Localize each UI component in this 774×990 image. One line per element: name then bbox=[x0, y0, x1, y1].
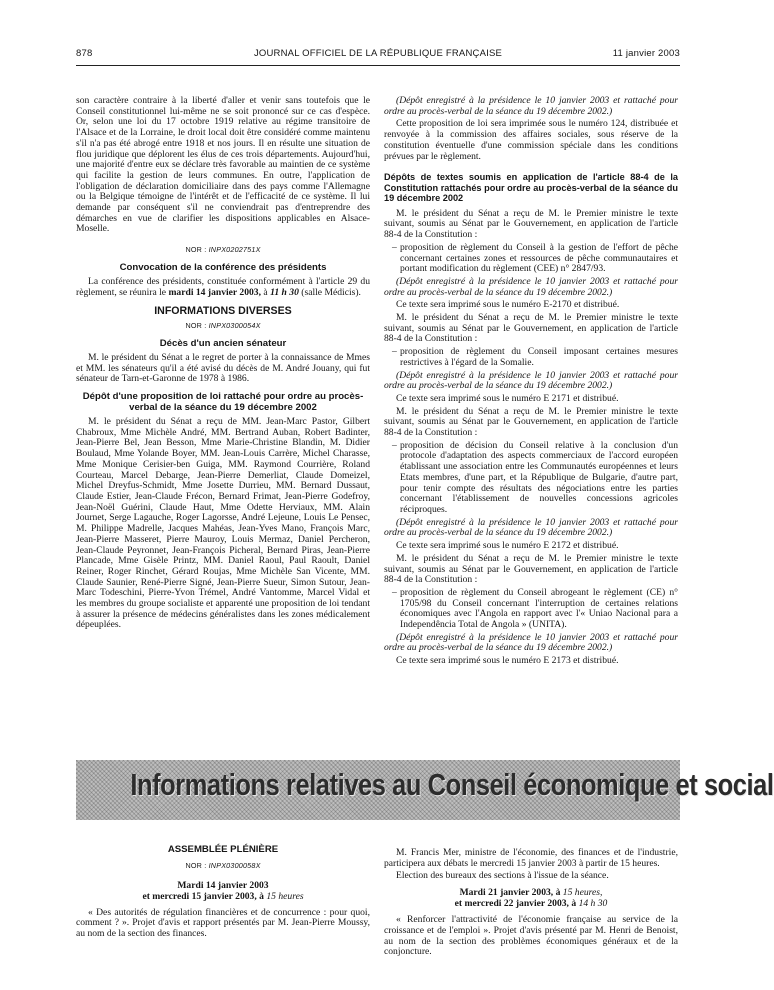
minister-participation: M. Francis Mer, ministre de l'économie, des finances et de l'industrie, participera aux débats le mercredi 15 janvier 2003 à partir de 15 heures. bbox=[384, 847, 678, 869]
right-column bbox=[384, 96, 678, 669]
assemblee-pleniere-title: ASSEMBLÉE PLÉNIÈRE bbox=[167, 844, 279, 855]
bottom-left-column bbox=[76, 840, 370, 942]
reception-intro: M. le président du Sénat a reçu de M. le Premier ministre le texte suivant, soumis au Sénat par le Gouvernement, en application de l'article 88-4 de la Constitution : bbox=[384, 312, 678, 345]
section-banner bbox=[76, 760, 774, 820]
session-subject: « Des autorités de régulation financières et de concurrence : pour quoi, comment ? ». Projet d'avis et rapport présentés par M. Jean-Pierre Moussy, au nom de la section des finances. bbox=[76, 906, 370, 940]
session-dates: Mardi 14 janvier 2003 et mercredi 15 janvier 2003, à 15 heures bbox=[142, 879, 304, 902]
journal-title: JOURNAL OFFICIEL DE LA RÉPUBLIQUE FRANÇAISE bbox=[253, 48, 503, 59]
deces-text: M. le président du Sénat a le regret de porter à la connaissance de Mmes et MM. les sénateurs qu'il a été avisé du décès de M. André Jouany, qui fut sénateur de Tarn-et-Garonne de 1978 à 1986. bbox=[76, 351, 370, 385]
banner-title: Informations relatives au Conseil économique et social bbox=[130, 767, 774, 802]
page-header bbox=[76, 45, 680, 66]
depot-proposition-title: Dépôt d'une proposition de loi rattaché pour ordre au procès-verbal de la séance du 19 décembre 2002 bbox=[82, 391, 364, 414]
page-number: 878 bbox=[76, 48, 93, 59]
print-notice: Ce texte sera imprimé sous le numéro E-2170 et distribué. bbox=[396, 299, 620, 311]
proposition-print-text: Cette proposition de loi sera imprimée sous le numéro 124, distribuée et renvoyée à la commission des affaires sociales, sous réserve de la constitution éventuelle d'une commission spéciale dans les conditions prévues par le règlement. bbox=[384, 118, 678, 162]
reception-intro: M. le président du Sénat a reçu de M. le Premier ministre le texte suivant, soumis au Sénat par le Gouvernement, en application de l'article 88-4 de la Constitution : bbox=[384, 207, 678, 241]
nor-reference: NOR : INPX0300058X bbox=[185, 861, 261, 870]
continued-paragraph: son caractère contraire à la liberté d'aller et venir sans toutefois que le Conseil constitutionnel lui-même ne se soit prononcé sur ce cas d'espèce. Or, selon une loi du 17 octobre 1919 relative au régime transitoire de l'Alsace et de la Lorraine, le droit local doit être considéré comme maintenu s'il n'a pas été abrogé entre 1918 et nos jours. Il en résulte une situation de flou juridique que déplorent les élus de ces trois départements. Aujourd'hui, une majorité d'entre eux se déclare très favorable au maintien de ce système qui facilite la gestion de leurs communes. En outre, l'application de l'obligation de déclaration domiciliaire dans des pays comme l'Allemagne ou la Belgique témoigne de l'intérêt et de l'efficacité de ce système. Il lui demande par conséquent s'il ne conviendrait pas d'entreprendre des démarches en vue de clarifier les dispositions applicables en Alsace-Moselle. bbox=[76, 95, 370, 235]
session-subject: « Renforcer l'attractivité de l'économie française au service de la croissance et de l'emploi ». Projet d'avis présenté par M. Henri de Benoist, au nom de la section des problèmes économiques généraux et de la conjoncture. bbox=[384, 914, 678, 958]
election-notice: Election des bureaux des sections à l'issue de la séance. bbox=[396, 870, 609, 882]
depot-note: (Dépôt enregistré à la présidence le 10 janvier 2003 et rattaché pour ordre au procès-verbal de la séance du 19 décembre 2002.) bbox=[384, 95, 678, 117]
depots-textes-title: Dépôts de textes soumis en application de l'article 88-4 de la Constitution rattachés pour ordre au procès-verbal de la séance du 19 décembre 2002 bbox=[384, 172, 678, 204]
informations-diverses-title: INFORMATIONS DIVERSES bbox=[154, 305, 292, 318]
depot-note: (Dépôt enregistré à la présidence le 10 janvier 2003 et rattaché pour ordre au procès-verbal de la séance du 19 décembre 2002.) bbox=[384, 631, 678, 654]
list-item: – proposition de règlement du Conseil à la gestion de l'effort de pêche concernant certaines zones et ressources de pêche communautaires et portant modification du règlement (CEE) n° 2847/93. bbox=[392, 241, 678, 275]
convocation-title: Convocation de la conférence des présidents bbox=[119, 261, 327, 273]
reception-intro: M. le président du Sénat a reçu de M. le Premier ministre le texte suivant, soumis au Sénat par le Gouvernement, en application de l'article 88-4 de la Constitution : bbox=[384, 552, 678, 586]
depot-note: (Dépôt enregistré à la présidence le 10 janvier 2003 et rattaché pour ordre au procès-verbal de la séance du 19 décembre 2002.) bbox=[384, 516, 678, 539]
print-notice: Ce texte sera imprimé sous le numéro E 2173 et distribué. bbox=[396, 655, 619, 667]
depot-note: (Dépôt enregistré à la présidence le 10 janvier 2003 et rattaché pour ordre au procès-verbal de la séance du 19 décembre 2002.) bbox=[384, 369, 678, 392]
print-notice: Ce texte sera imprimé sous le numéro E 2171 et distribué. bbox=[396, 392, 619, 404]
print-notice: Ce texte sera imprimé sous le numéro E 2172 et distribué. bbox=[396, 540, 619, 552]
list-item: – proposition de décision du Conseil relative à la conclusion d'un protocole d'adaptation des aspects commerciaux de l'accord européen établissant une association entre les Communautés européennes et leurs Etats membres, d'une part, et la République de Bulgarie, d'autre part, pour tenir compte des résultats des négociations entre les parties concernant l'établissement de nouvelles concessions agricoles réciproques. bbox=[392, 439, 678, 515]
session-dates: Mardi 21 janvier 2003, à 15 heures, et mercredi 22 janvier 2003, à 14 h 30 bbox=[454, 887, 608, 910]
nor-reference: NOR : INPX0300054X bbox=[185, 321, 261, 331]
reception-intro: M. le président du Sénat a reçu de M. le Premier ministre le texte suivant, soumis au Sénat par le Gouvernement, en application de l'article 88-4 de la Constitution : bbox=[384, 405, 678, 439]
convocation-text: La conférence des présidents, constituée conformément à l'article 29 du règlement, se réunira le mardi 14 janvier 2003, à 11 h 30 (salle Médicis). bbox=[76, 275, 370, 298]
list-item: – proposition de règlement du Conseil abrogeant le règlement (CE) n° 1705/98 du Conseil concernant l'interruption de certaines relations économiques avec l'Angola en rapport avec l'« Uniao Nacional para a Independência Total de Angola » (UNITA). bbox=[392, 586, 678, 631]
bottom-right-column bbox=[384, 848, 678, 960]
list-item: – proposition de règlement du Conseil imposant certaines mesures restrictives à l'égard de la Somalie. bbox=[392, 346, 678, 368]
issue-date: 11 janvier 2003 bbox=[612, 48, 680, 59]
depot-note: (Dépôt enregistré à la présidence le 10 janvier 2003 et rattaché pour ordre au procès-verbal de la séance du 19 décembre 2002.) bbox=[384, 275, 678, 298]
left-column bbox=[76, 96, 370, 633]
depot-proposition-text: M. le président du Sénat a reçu de MM. Jean-Marc Pastor, Gilbert Chabroux, Mme Michèle André, MM. Bertrand Auban, Robert Badinter, Jean-Pierre Bel, Jean Besson, Mme Marie-Christine Blandin, M. Didier Boulaud, Mme Yolande Boyer, MM. Jean-Louis Carrère, Michel Charasse, Mme Monique Cerisier-ben Guiga, MM. Raymond Courrière, Roland Courteau, Marcel Debarge, Jean-Pierre Demerliat, Claude Domeizel, Michel Dreyfus-Schmidt, Mme Josette Durrieu, MM. Bernard Dussaut, Claude Estier, Jean-Claude Frécon, Bernard Frimat, Jean-Pierre Godefroy, Jean-Noël Guérini, Claude Haut, Mme Odette Herviaux, MM. Alain Journet, Serge Lagauche, Roger Lagorsse, André Lejeune, Louis Le Pensec, M. Philippe Madrelle, Jacques Mahéas, Jean-Yves Mano, François Marc, Jean-Pierre Masseret, Pierre Mauroy, Louis Mermaz, Daniel Percheron, Jean-Claude Peyronnet, Jean-François Picheral, Bernard Piras, Jean-Pierre Plancade, Mme Gisèle Printz, MM. Daniel Raoul, Paul Raoult, Daniel Reiner, Roger Rinchet, Gérard Roujas, Mme Michèle San Vicente, MM. Claude Saunier, René-Pierre Signé, Jean-Pierre Sueur, Simon Sutour, Jean-Marc Todeschini, Pierre-Yvon Trémel, André Vantomme, Marcel Vidal et les membres du groupe socialiste et apparenté une proposition de loi tendant à assurer la présence de médecins généralistes dans les zones médicalement dépeuplées. bbox=[76, 416, 370, 631]
deces-title: Décès d'un ancien sénateur bbox=[159, 337, 287, 349]
nor-reference: NOR : INPX0202751X bbox=[185, 245, 261, 255]
